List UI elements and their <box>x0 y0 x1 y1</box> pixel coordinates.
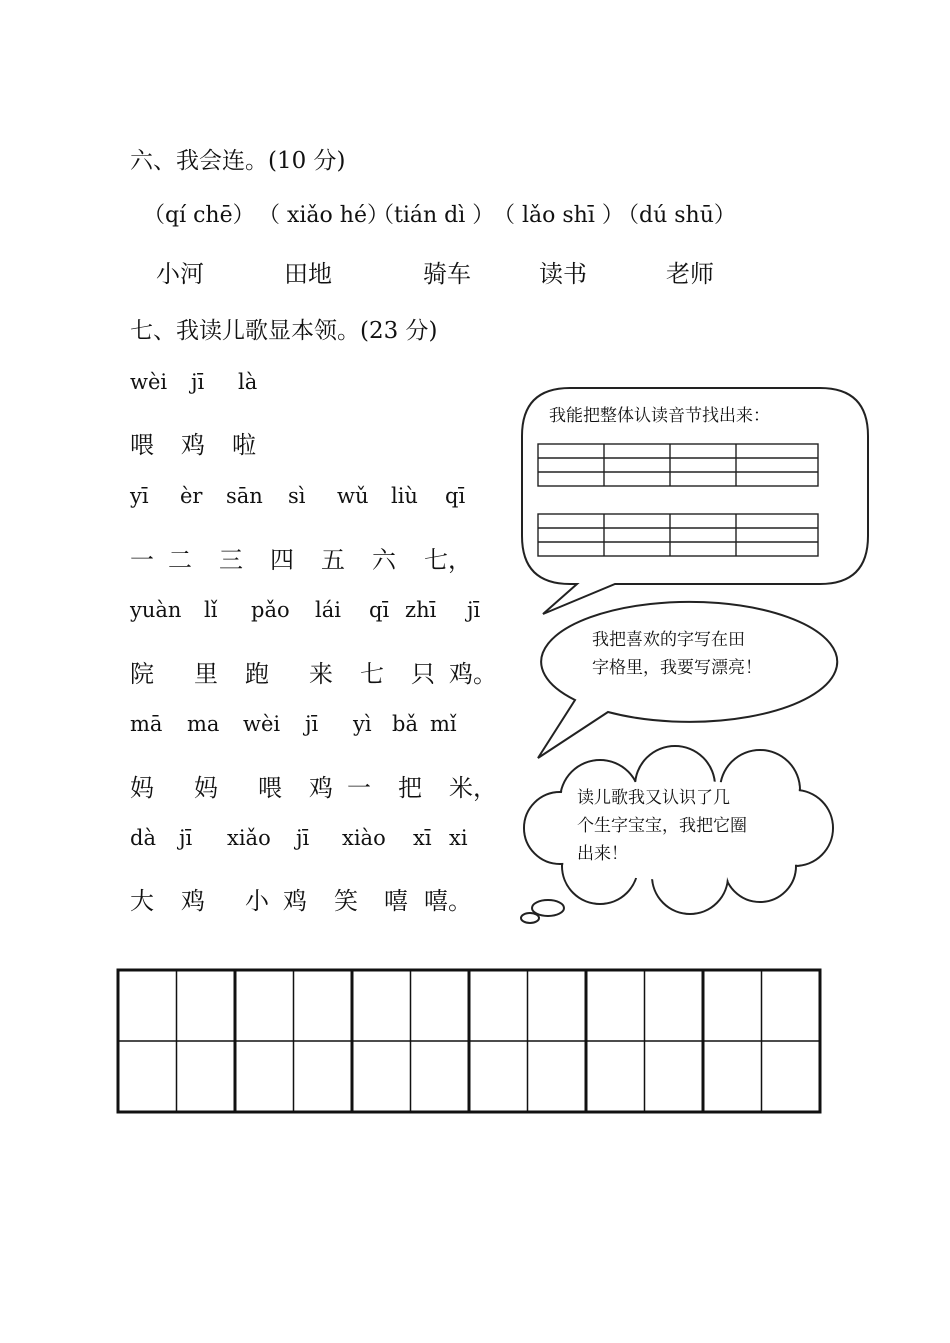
poem-hanzi: 一 <box>347 774 371 802</box>
poem-hanzi: 跑 <box>245 660 269 688</box>
poem-pinyin: lái <box>315 598 341 622</box>
poem-hanzi: 鸡 <box>283 887 307 915</box>
poem-pinyin: mǐ <box>430 712 457 736</box>
poem-hanzi: 啦 <box>232 431 256 459</box>
poem-hanzi: 三 <box>219 546 243 574</box>
word-option-5: 老师 <box>666 260 714 288</box>
section-6-title: 六、我会连。(10 分) <box>130 148 346 174</box>
bubble-circle-chars-line2: 个生字宝宝，我把它圈 <box>577 816 747 836</box>
pinyin-option-2: （ xiǎo hé） <box>258 203 389 228</box>
poem-pinyin: sān <box>226 484 263 508</box>
poem-pinyin: jī <box>305 712 319 736</box>
section-7-title: 七、我读儿歌显本领。(23 分) <box>130 318 438 344</box>
poem-pinyin: jī <box>467 598 481 622</box>
writing-grid <box>118 970 820 1112</box>
poem-pinyin: jī <box>179 826 193 850</box>
poem-pinyin: wèi <box>130 370 168 394</box>
poem-hanzi: 来 <box>309 660 333 688</box>
poem-pinyin: sì <box>288 484 306 508</box>
pinyin-option-5: （dú shū） <box>617 203 736 228</box>
poem-hanzi: 鸡 <box>181 431 205 459</box>
poem-hanzi: 笑 <box>334 887 358 915</box>
pinyin-option-4: （ lǎo shī ） <box>493 203 624 228</box>
bubble-write-chars-line2: 字格里，我要写漂亮！ <box>592 658 762 678</box>
poem-hanzi: 妈 <box>130 774 154 802</box>
poem-hanzi: 喂 <box>258 774 282 802</box>
poem-pinyin: xiào <box>342 826 386 850</box>
poem-hanzi: 米， <box>449 774 497 802</box>
poem-pinyin: lǐ <box>204 598 218 622</box>
bubble-circle-chars-line3: 出来！ <box>577 844 628 864</box>
word-option-2: 田地 <box>284 260 332 288</box>
poem-hanzi: 妈 <box>194 774 218 802</box>
poem-hanzi: 鸡 <box>181 887 205 915</box>
poem-pinyin: xi <box>449 826 468 850</box>
poem-pinyin: ma <box>187 712 220 736</box>
word-option-4: 读书 <box>539 260 587 288</box>
poem-hanzi: 只 <box>411 660 435 688</box>
poem-hanzi: 二 <box>168 546 192 574</box>
word-option-3: 骑车 <box>423 260 471 288</box>
word-option-1: 小河 <box>156 260 204 288</box>
poem-pinyin: liù <box>391 484 418 508</box>
poem-hanzi: 五 <box>321 546 345 574</box>
poem-pinyin: pǎo <box>251 598 290 622</box>
poem-hanzi: 一 <box>130 546 154 574</box>
poem-pinyin: yì <box>353 712 372 736</box>
poem-hanzi: 鸡 <box>309 774 333 802</box>
poem-pinyin: wèi <box>243 712 281 736</box>
poem-pinyin: xiǎo <box>227 826 271 850</box>
poem-pinyin: jī <box>191 370 205 394</box>
poem-hanzi: 大 <box>130 887 154 915</box>
poem-hanzi: 院 <box>130 660 154 688</box>
poem-pinyin: dà <box>130 826 156 850</box>
poem-pinyin: yī <box>130 484 149 508</box>
poem-pinyin: qī <box>445 484 466 508</box>
poem-pinyin: èr <box>180 484 203 508</box>
poem-pinyin: qī <box>369 598 390 622</box>
poem-hanzi: 把 <box>398 774 422 802</box>
poem-hanzi: 小 <box>245 887 269 915</box>
poem-hanzi: 嘻。 <box>424 887 472 915</box>
thought-cloud-trail <box>521 900 564 923</box>
bubble-circle-chars-line1: 读儿歌我又认识了几 <box>577 788 730 808</box>
poem-pinyin: zhī <box>405 598 437 622</box>
poem-pinyin: mā <box>130 712 163 736</box>
poem-pinyin: jī <box>296 826 310 850</box>
poem-hanzi: 七 <box>360 660 384 688</box>
poem-pinyin: bǎ <box>392 712 418 736</box>
poem-hanzi: 四 <box>270 546 294 574</box>
poem-pinyin: xī <box>413 826 432 850</box>
poem-hanzi: 嘻 <box>384 887 408 915</box>
poem-pinyin: wǔ <box>337 484 369 508</box>
poem-pinyin: yuàn <box>130 598 182 622</box>
poem-hanzi: 七， <box>424 546 472 574</box>
poem-hanzi: 六 <box>372 546 396 574</box>
bubble-find-syllables-text: 我能把整体认读音节找出来： <box>549 406 770 426</box>
pinyin-option-3: （tián dì ） <box>372 203 495 228</box>
poem-hanzi: 里 <box>194 660 218 688</box>
poem-pinyin: là <box>238 370 258 394</box>
poem-hanzi: 喂 <box>130 431 154 459</box>
pinyin-option-1: （qí chē） <box>143 203 255 228</box>
poem-hanzi: 鸡。 <box>449 660 497 688</box>
bubble-write-chars-line1: 我把喜欢的字写在田 <box>592 630 745 650</box>
